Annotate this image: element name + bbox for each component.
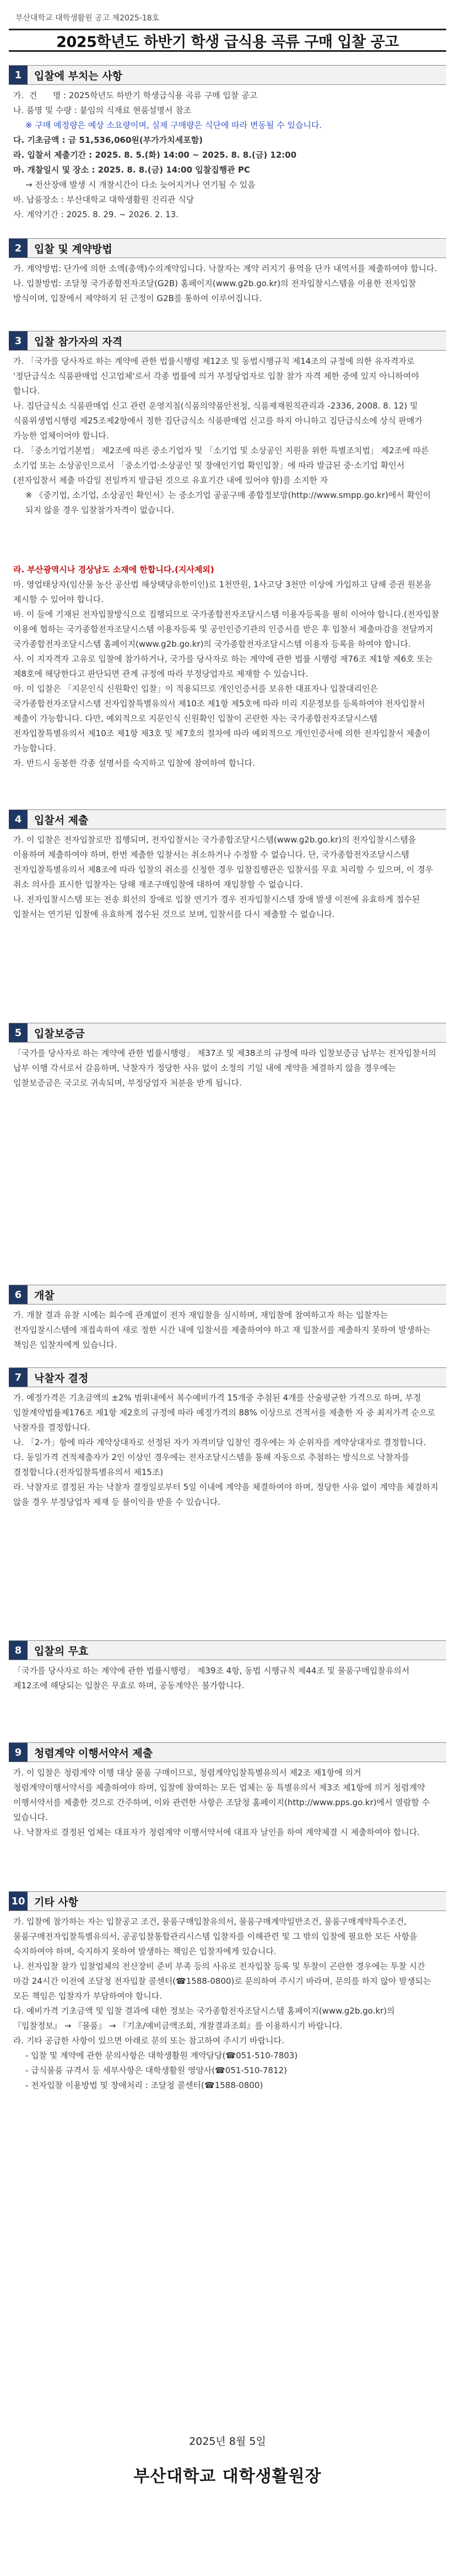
section-3 bbox=[9, 331, 446, 771]
section-line: 라. 낙찰자로 결정된 자는 낙찰자 결정일로부터 5일 이내에 계약을 체결하여야 하며, 정당한 사유 없이 계약을 체결하지 않을 경우 부정당업자 제재 등 불이익을 받을 수 있습니다. bbox=[13, 1482, 441, 1507]
section-number: 10 bbox=[9, 1892, 28, 1910]
section-line: 나. 집단급식소 식품판매업 신고 관련 운영지침(식품의약품안전청, 식품제재원칙관리과 -2336, 2008. 8. 12) 및 식품위생법시행령 제25조제2항에서 정한 집단급식소 식품판매업 신고를 하지 아니하고 집단급식소에 상식 판매가 가능한 업체이어야 합니다. bbox=[13, 401, 425, 441]
section-title: 낙찰자 결정 bbox=[34, 1372, 89, 1384]
section-title: 청렴계약 이행서약서 제출 bbox=[34, 1747, 153, 1759]
section-line: 가. 예정가격은 기초금액의 ±2% 범위내에서 복수예비가격 15개중 추첨된 4개를 산술평균한 가격으로 하며, 부정 입찰계약법률제176조 제1항 제2호의 규정에 따라 예정가격의 88% 이상으로 견적서를 제출한 자 중 최저가격 순으로 낙찰자를 결정합니다. bbox=[13, 1393, 438, 1432]
section-body bbox=[9, 85, 446, 222]
section-title: 입찰서 제출 bbox=[34, 814, 89, 827]
section-body bbox=[9, 829, 446, 922]
section-5 bbox=[9, 1023, 446, 1091]
section-header bbox=[9, 809, 446, 829]
section-8 bbox=[9, 1640, 446, 1693]
section-line bbox=[13, 518, 443, 533]
section-body bbox=[9, 1043, 446, 1091]
section-9 bbox=[9, 1742, 446, 1840]
section-line: 자. 반드시 동봉한 각종 설명서를 숙지하고 입찰에 참여하여 합니다. bbox=[13, 758, 255, 768]
section-header bbox=[9, 1891, 446, 1911]
section-number: 3 bbox=[9, 331, 28, 350]
section-line: - 전자입찰 이용방법 및 장애처리 : 조달청 콜센터(☎1588-0800) bbox=[25, 2080, 263, 2090]
section-body bbox=[9, 1387, 446, 1510]
section-line: 나. 낙찰자로 결정된 업체는 대표자가 청렴계약 이행서약서에 대표자 날인을 하여 계약체결 시 제출하여야 합니다. bbox=[13, 1827, 420, 1837]
section-line: 나. 입찰방법: 조달청 국가종합전자조달(G2B) 홈페이지(www.g2b.go.kr)의 전자입찰시스템을 이용한 전자입찰 방식이며, 입찰에서 제약하지 된 근정이 G2B를 통하여 이루어집니다. bbox=[13, 278, 419, 303]
notice-number: 부산대학교 대학생활원 공고 제2025-18호 bbox=[15, 14, 160, 23]
section-title: 입찰의 무효 bbox=[34, 1645, 89, 1657]
section-number: 2 bbox=[9, 239, 28, 257]
section-line: 가. 입찰에 참가하는 자는 입찰공고 조건, 물품구매입찰유의서, 물품구매계약일반조건, 물품구매계약특수조건, 물품구매전자입찰특별유의서, 공공입찰통합관리시스템 입찰자를 이해관련 및 그 밖의 입찰에 필요한 모든 사항을 숙지하여야 하며, 숙지하지 못하여 발생하는 책임은 입찰자에게 있습니다. bbox=[13, 1917, 420, 1956]
section-line: 가. 개찰 결과 유찰 시에는 회수에 관계없이 전자 재입찰을 실시하며, 재입찰에 참여하고자 하는 입찰자는 전자입찰시스템에 재접속하여 새로 정한 시간 내에 입찰서를 제출하여야 하고 재 입찰서를 제출하지 못하여 발생하는 책임은 입찰자에게 있습니다. bbox=[13, 1310, 434, 1350]
section-body bbox=[9, 1660, 446, 1693]
section-number: 7 bbox=[9, 1368, 28, 1387]
section-header bbox=[9, 1367, 446, 1387]
section-line: 라. 입찰서 제출기간 : 2025. 8. 5.(화) 14:00 ~ 2025. 8. 8.(금) 12:00 bbox=[13, 150, 297, 160]
section-line: 다. 동일가격 견적제출자가 2인 이상인 경우에는 전자조달시스템을 통해 자동으로 추첨하는 방식으로 낙찰자를 결정합니다.(전자입찰특별유의서 제15조) bbox=[13, 1452, 412, 1477]
section-line: 아. 이 입찰은 「지문인식 신원확인 입찰」이 적용되므로 개인인증서를 보유한 대표자나 입찰대리인은 국가종합전자조달시스템 전자입찰특별유의서 제10조 제1항 제5호에 따라 미리 지문정보를 등록하여야 전자입찰서 제출이 가능합니다. 다만, 예외적으로 지문인식 신원확인 입찰이 곤란한 자는 국가종합전자조달시스템 전자입찰특별유의서 제10조 제1항 제3호 및 제7호의 절차에 따라 예외적으로 개인인증서에 의한 전자입찰서 제출이 가능합니다. bbox=[13, 684, 433, 753]
section-line: 사. 계약기간 : 2025. 8. 29. ~ 2026. 2. 13. bbox=[13, 210, 178, 219]
section-line: 다. 예비가격 기초금액 및 입찰 결과에 대한 정보는 국가종합전자조달시스템 홈페이지(www.g2b.go.kr)의 『입찰정보』 → 『물품』 → 『기초/예비금액조회, 개찰결과조회』를 이용하시기 바랍니다. bbox=[13, 2006, 398, 2031]
section-10 bbox=[9, 1891, 446, 2093]
section-title: 기타 사항 bbox=[34, 1896, 79, 1908]
section-line: 나. 전자입찰 참가 입찰업체의 전산장비 준비 부족 등의 사유로 전자입찰 등록 및 투찰이 곤란한 경우에는 투찰 시간 마감 24시간 이전에 조달청 전자입찰 콜센터(☎1588-0800)로 문의하여 주시기 바라며, 문의를 하지 않아 발생되는 모든 책임은 입찰자가 부담하여야 합니다. bbox=[13, 1961, 434, 2001]
section-1 bbox=[9, 65, 446, 222]
section-number: 8 bbox=[9, 1641, 28, 1660]
section-4 bbox=[9, 809, 446, 922]
section-line: ※ 구매 예정량은 예상 소요량이며, 실제 구매량은 식단에 따라 변동될 수 있습니다. bbox=[25, 120, 322, 130]
section-number: 6 bbox=[9, 1285, 28, 1304]
section-body bbox=[9, 1305, 446, 1353]
section-body bbox=[9, 1911, 446, 2093]
section-7 bbox=[9, 1367, 446, 1510]
section-title: 입찰 및 계약방법 bbox=[34, 243, 112, 255]
section-line: → 전산장애 발생 시 개찰시간이 다소 늦어지거나 연기될 수 있음 bbox=[25, 180, 256, 190]
section-line: 라. 기타 공급한 사항이 있으면 아래로 문의 또는 참고하여 주시기 바랍니다. bbox=[13, 2036, 284, 2046]
section-line bbox=[13, 533, 443, 548]
section-number: 4 bbox=[9, 810, 28, 829]
section-body bbox=[9, 1762, 446, 1840]
section-line: 가. 「국가를 당사자로 하는 계약에 관한 법률시행령 제12조 및 동법시행규칙 제14조의 규정에 의한 유자격자로 '정단급식소 식품판매업 신고업체'로서 각종 법률에 의거 부정당업자로 입찰 참가 자격 제한 중에 있지 아니하여야 합니다. bbox=[13, 356, 422, 396]
section-line: 사. 이 지자격자 고유로 입찰에 참가하거나, 국가를 당사자로 하는 계약에 관한 법률 시행령 제76조 제1항 제6호 또는 제8호에 해당한다고 판단되면 관계 규정에 따라 부정당업자로 제재할 수 있습니다. bbox=[13, 654, 436, 679]
section-header bbox=[9, 1285, 446, 1305]
section-line: 가. 계약방법: 단가에 의한 소액(총액)수의계약입니다. 낙찰자는 계약 러지기 용역을 단가 내역서를 제출하여야 합니다. bbox=[13, 264, 437, 273]
section-line: 나. 전자입찰시스템 또는 전송 회선의 장애로 입찰 연기가 경우 전자입찰시스템 장애 발생 이전에 유효하게 접수된 입찰서는 연기된 입찰에 유효하게 접수된 것으로 보며, 입찰서를 다시 제출할 수 없습니다. bbox=[13, 894, 422, 919]
section-title: 개찰 bbox=[34, 1289, 55, 1302]
page-title: 2025학년도 하반기 학생 급식용 곡류 구매 입찰 공고 bbox=[56, 33, 399, 51]
section-line: 「국가를 당사자로 하는 계약에 관한 법률시행령」 제37조 및 제38조의 규정에 따라 입찰보증금 납부는 전자입찰서의 납부 이행 각서로서 갈음하며, 낙찰자가 정당한 사유 없이 소정의 기일 내에 계약을 체결하지 않을 경우에는 입찰보증금은 국고로 귀속되며, 부정당업자 처분을 받게 됩니다. bbox=[13, 1048, 439, 1088]
section-title: 입찰 참가자의 자격 bbox=[34, 335, 123, 348]
section-line: 다. 기초금액 : 금 51,536,060원(부가가치세포함) bbox=[13, 135, 203, 145]
section-line: 마. 영업태상자(임산물 농산 공산법 해상택당유한이인)로 1천만원, 1사고당 3천만 이상에 가입하고 담해 증권 원본을 제시할 수 있어야 합니다. bbox=[13, 579, 434, 604]
section-line: 바. 이 들에 기재된 전자입찰방식으로 집행되므로 국가종합전자조달시스템 이용자등록을 필히 이어야 합니다.(전자입찰 이용에 협하는 국가종합전자조달시스템 이용자등록 및 공인인증기관의 인증서를 받은 후 입찰서 제출마감을 전달까지 국가종합전자조달시스템 홈페이지(www.g2b.go.kr)의 국가종합전자조달시스템 이용자 등록을 하여야 합니다. bbox=[13, 609, 442, 649]
footer-date: 2025년 8월 5일 bbox=[189, 2435, 266, 2448]
section-line: 가. 이 입찰은 청렴계약 이행 대상 물품 구매이므로, 청렴계약입찰특별유의서 제2조 제1항에 의거 청렴계약이행서약서를 제출하여야 하며, 입찰에 참여하는 모든 업체는 동 특별유의서 제3조 제1항에 의거 청렴계약 이행서약서를 제출한 것으로 간주하며, 이와 관련한 사항은 조달청 홈페이지(http://www.pps.go.kr)에서 열람할 수 있습니다. bbox=[13, 1768, 432, 1822]
section-line: 나. 「2-가」항에 따라 계약상대자로 선정된 자가 자격미달 입찰인 경우에는 차 순위자를 계약상대자로 결정합니다. bbox=[13, 1437, 426, 1447]
section-line: - 급식물품 규격서 등 세부사항은 대학생활원 영양사(☎051-510-7812) bbox=[25, 2065, 287, 2075]
section-body bbox=[9, 258, 446, 306]
section-number: 9 bbox=[9, 1743, 28, 1762]
section-line: 마. 개찰일시 및 장소 : 2025. 8. 8.(금) 14:00 입찰집행관 PC bbox=[13, 165, 250, 175]
title-bar bbox=[9, 29, 446, 52]
section-line: 「국가를 당사자로 하는 계약에 관한 법률시행령」 제39조 4항, 동법 시행규칙 제44조 및 물품구매입찰유의서 제12조에 해당되는 입찰은 무효로 하며, 공동계약은 불가합니다. bbox=[13, 1666, 413, 1690]
section-6 bbox=[9, 1285, 446, 1353]
section-line: 가. 이 입찰은 전자입찰로만 집행되며, 전자입찰서는 국가종합조달시스템(www.g2b.go.kr)의 전자입찰시스템을 이용하여 제출하여야 하며, 한번 제출한 입찰서는 취소하거나 수정할 수 없습니다. 단, 국가종합전자조달시스템 전자입찰특별유의서 제8조에 따라 입찰의 취소를 신청한 경우 입찰집행관은 입찰서를 무효 처리할 수 있으며, 이 경우 취소 의사를 표시한 입찰자는 당해 재조구매입찰에 대하여 재입찰할 수 없습니다. bbox=[13, 835, 436, 889]
section-header bbox=[9, 238, 446, 258]
section-line bbox=[13, 548, 443, 562]
section-number: 1 bbox=[9, 66, 28, 84]
section-title: 입찰에 부치는 사항 bbox=[34, 69, 123, 82]
section-line: 바. 납품장소 : 부산대학교 대학생활원 진리관 식당 bbox=[13, 195, 194, 205]
section-line: - 입찰 및 계약에 관한 문의사항은 대학생활원 계약담당(☎051-510-7803) bbox=[25, 2051, 298, 2060]
section-line: 가. 건 명 : 2025학년도 하반기 학생급식용 곡류 구매 입찰 공고 bbox=[13, 90, 258, 100]
section-header bbox=[9, 331, 446, 351]
section-line: ※ 《중기업, 소기업, 소상공인 확인서》는 중소기업 공공구매 종합정보망(http://www.smpp.go.kr)에서 확인이 되지 않을 경우 입찰참가자격이 없습니다. bbox=[25, 490, 434, 515]
section-header bbox=[9, 65, 446, 85]
footer-organization: 부산대학교 대학생활원장 bbox=[133, 2467, 322, 2486]
section-line: 나. 품명 및 수량 : 붙임의 식재료 현품설명서 참조 bbox=[13, 105, 192, 115]
section-line: 라. 부산광역시나 경상남도 소재에 한합니다.(지사제외) bbox=[13, 565, 214, 575]
section-header bbox=[9, 1742, 446, 1762]
section-header bbox=[9, 1640, 446, 1660]
section-body bbox=[9, 351, 446, 771]
section-2 bbox=[9, 238, 446, 306]
section-title: 입찰보증금 bbox=[34, 1027, 85, 1040]
section-header bbox=[9, 1023, 446, 1043]
section-line: 다. 「중소기업기본법」 제2조에 따른 중소기업자 및 「소기업 및 소상공인 지원을 위한 특별조치법」 제2조에 따른 소기업 또는 소상공인으로서 「중소기업·소상공인 및 장애인기업 확인입찰」에 따라 발급된 중·소기업 확인서(전자입찰서 제출 마감일 전일까지 발급된 것으로 유효기간 내에 있어야 함)를 소지한 자 bbox=[13, 446, 432, 485]
section-number: 5 bbox=[9, 1023, 28, 1042]
